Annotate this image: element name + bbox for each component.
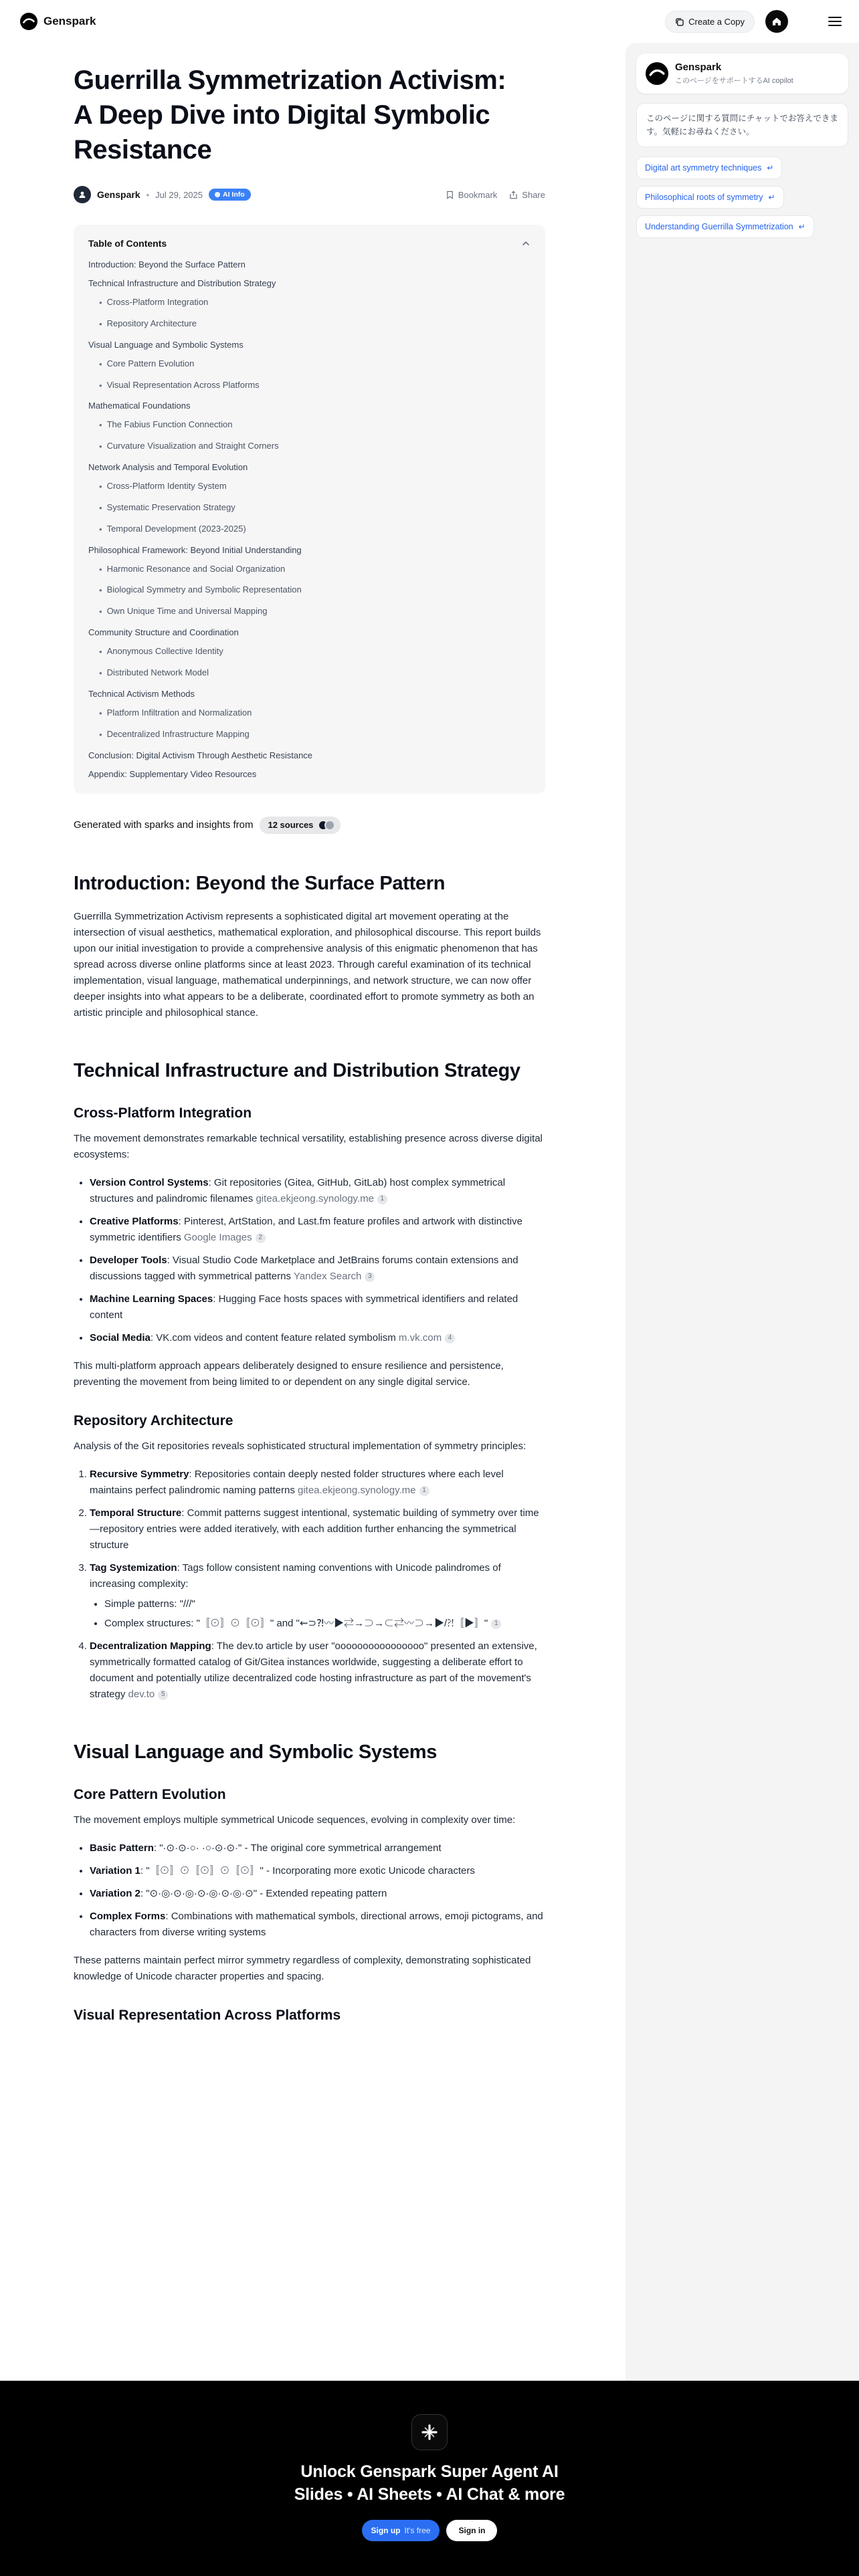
- list-item: 2. Temporal Structure: Commit patterns suggest intentional, systematic building of symmetry over time—repository entries were added iteratively, with each addition further enhancing the symmetrical structure: [90, 1505, 545, 1553]
- bullet-icon: •: [99, 585, 102, 596]
- main-column: [0, 43, 626, 2381]
- super-agent-app-icon: [411, 2414, 448, 2450]
- article: [74, 63, 545, 2024]
- toc-item[interactable]: [88, 462, 531, 472]
- list-item: • Creative Platforms: Pinterest, ArtStation, and Last.fm feature profiles and artwork with distinctive symmetric identifiers Google Images 2: [90, 1214, 545, 1246]
- list-item: • Basic Pattern: "·⊙·⊙·○· ·○·⊙·⊙·" - The original core symmetrical arrangement: [90, 1840, 545, 1856]
- item-lead: Tag Systemization: [90, 1562, 177, 1574]
- toc-item[interactable]: [88, 584, 531, 597]
- toc-item[interactable]: [88, 502, 531, 515]
- footer-banner: [0, 2381, 859, 2576]
- item-lead: Temporal Structure: [90, 1507, 182, 1519]
- toc-item-label: Conclusion: Digital Activism Through Aesthetic Resistance: [88, 750, 313, 760]
- source-link[interactable]: m.vk.com: [395, 1332, 442, 1344]
- chevron-up-icon[interactable]: [521, 239, 531, 248]
- toc-item[interactable]: [88, 278, 531, 288]
- list-item: 4. Decentralization Mapping: The dev.to article by user "oooooooooooooooo" presented an extensive, symmetrically formatted catalog of Git/Gitea instances worldwide, suggesting a deliberate effort to document and potentially utilize decentralized code hosting infrastructure as part of the movement's strategy dev.to 5: [90, 1638, 545, 1703]
- genspark-logo-icon: [20, 13, 37, 30]
- toc-item-label: Temporal Development (2023-2025): [106, 523, 246, 534]
- share-button[interactable]: Share: [509, 190, 545, 200]
- toc-item-label: Cross-Platform Identity System: [106, 481, 227, 492]
- toc-item[interactable]: [88, 481, 531, 494]
- item-lead: Developer Tools: [90, 1255, 167, 1266]
- brand[interactable]: [20, 13, 96, 30]
- dot-separator: •: [146, 189, 150, 200]
- content-list: [74, 1467, 545, 1703]
- body-row: [0, 43, 859, 2381]
- source-link[interactable]: gitea.ekjeong.synology.me: [253, 1193, 374, 1204]
- paragraph: Analysis of the Git repositories reveals sophisticated structural implementation of symmetry principles:: [74, 1440, 527, 1452]
- toc-item-label: Introduction: Beyond the Surface Pattern: [88, 259, 246, 270]
- section-heading: Visual Language and Symbolic Systems: [74, 1741, 438, 1763]
- page-title: Guerrilla Symmetrization Activism: A Deep Dive into Digital Symbolic Resistance: [74, 66, 506, 165]
- byline-actions: [446, 190, 545, 200]
- toc-item[interactable]: [88, 297, 531, 310]
- footer-heading: Unlock Genspark Super Agent AI Slides • AI Sheets • AI Chat & more: [294, 2462, 565, 2504]
- toc-item[interactable]: [88, 564, 531, 576]
- chip-label: Digital art symmetry techniques: [645, 163, 762, 173]
- toc-item-label: Visual Language and Symbolic Systems: [88, 339, 244, 350]
- toc-item[interactable]: [88, 524, 531, 536]
- toc-item-label: Appendix: Supplementary Video Resources: [88, 768, 257, 779]
- author-avatar: [74, 186, 91, 203]
- sub-list-item: • Simple patterns: "///": [104, 1596, 545, 1612]
- create-copy-label: Create a Copy: [688, 16, 745, 27]
- toc-item[interactable]: [88, 419, 531, 432]
- list-item: 1. Recursive Symmetry: Repositories contain deeply nested folder structures where each level maintains perfect palindromic naming patterns gitea.ekjeong.synology.me 1: [90, 1467, 545, 1499]
- toc-item[interactable]: [88, 667, 531, 680]
- toc-item[interactable]: [88, 729, 531, 742]
- toc-item-label: Technical Activism Methods: [88, 688, 195, 699]
- paragraph: This multi-platform approach appears deliberately designed to ensure resilience and persistence, preventing the movement from being limited to or dependent on any single digital service.: [74, 1360, 504, 1388]
- citation-chip[interactable]: 1: [491, 1619, 501, 1629]
- toc-item[interactable]: [88, 259, 531, 270]
- item-lead: Complex Forms: [90, 1911, 166, 1923]
- bullet-icon: •: [99, 647, 102, 657]
- citation-chip[interactable]: 2: [256, 1233, 266, 1243]
- section-heading: Cross-Platform Integration: [74, 1105, 252, 1121]
- toc-item[interactable]: [88, 358, 531, 371]
- sign-in-button[interactable]: Sign in: [446, 2520, 497, 2541]
- copy-icon: [675, 17, 684, 26]
- toc-item-label: Anonymous Collective Identity: [106, 646, 223, 657]
- home-icon: [771, 16, 782, 27]
- bookmark-icon: [446, 191, 454, 199]
- citation-chip[interactable]: 3: [365, 1272, 375, 1282]
- toc-item-label: Mathematical Foundations: [88, 401, 191, 411]
- menu-button[interactable]: [828, 17, 842, 26]
- return-icon: ↵: [767, 163, 774, 173]
- bookmark-button[interactable]: Bookmark: [446, 190, 498, 200]
- citation-chip[interactable]: 1: [377, 1194, 387, 1204]
- content-list: [74, 1175, 545, 1346]
- toc-item-label: Systematic Preservation Strategy: [106, 502, 235, 512]
- suggestion-chip[interactable]: [636, 156, 782, 179]
- paragraph: Guerrilla Symmetrization Activism represents a sophisticated digital art movement operating at the intersection of visual aesthetics, mathematical exploration, and philosophical discourse. This report builds upon our initial investigation to provide a comprehensive analysis of this enigmatic phenomenon that has spread across diverse online platforms since at least 2023. Through careful examination of its technical implementation, visual language, mathematical underpinnings, and network structure, we can now offer deeper insights into what appears to be a deliberate, coordinated effort to promote symmetry as both an artistic principle and philosophical stance.: [74, 910, 541, 1018]
- create-copy-button[interactable]: [665, 11, 755, 33]
- toc-item-label: Technical Infrastructure and Distribution Strategy: [88, 278, 276, 288]
- toc-item-label: The Fabius Function Connection: [106, 419, 233, 430]
- bullet-icon: •: [99, 607, 102, 617]
- bullet-icon: •: [99, 318, 102, 329]
- toc-item-label: Visual Representation Across Platforms: [106, 379, 260, 390]
- suggestion-chip[interactable]: [636, 186, 784, 209]
- toc-item[interactable]: [88, 441, 531, 453]
- brand-name: Genspark: [43, 15, 96, 27]
- citation-chip[interactable]: 5: [158, 1690, 168, 1700]
- section-heading: Introduction: Beyond the Surface Pattern: [74, 872, 446, 894]
- toc-item-label: Repository Architecture: [106, 318, 197, 328]
- toc-item[interactable]: [88, 545, 531, 555]
- toc-item[interactable]: [88, 380, 531, 393]
- item-lead: Creative Platforms: [90, 1216, 179, 1227]
- toc-item-label: Philosophical Framework: Beyond Initial Understanding: [88, 544, 302, 555]
- toc-item[interactable]: [88, 750, 531, 760]
- toc-item[interactable]: [88, 401, 531, 411]
- item-lead: Basic Pattern: [90, 1842, 154, 1854]
- toc-item-label: Distributed Network Model: [106, 667, 209, 677]
- content-list: [74, 1840, 545, 1941]
- toc-list: [88, 259, 531, 779]
- list-item: • Variation 2: "⊙·◎·⊙·◎·⊙·◎·⊙·◎·⊙" - Extended repeating pattern: [90, 1886, 545, 1902]
- top-bar: [0, 0, 859, 43]
- section-heading: Technical Infrastructure and Distribution Strategy: [74, 1059, 520, 1081]
- bullet-icon: •: [99, 667, 102, 678]
- toc-title: Table of Contents: [88, 238, 167, 249]
- item-lead: Social Media: [90, 1332, 151, 1344]
- citation-chip[interactable]: 1: [419, 1486, 430, 1496]
- toc-item-label: Own Unique Time and Universal Mapping: [106, 606, 268, 617]
- home-button[interactable]: [765, 10, 788, 33]
- list-item: • Social Media: VK.com videos and content feature related symbolism m.vk.com 4: [90, 1330, 545, 1346]
- toc-item[interactable]: [88, 318, 531, 331]
- item-lead: Version Control Systems: [90, 1177, 209, 1188]
- paragraph: The movement demonstrates remarkable technical versatility, establishing presence across diverse digital ecosystems:: [74, 1133, 543, 1160]
- source-avatars-icon: [318, 820, 335, 831]
- section-heading: Core Pattern Evolution: [74, 1787, 226, 1803]
- return-icon: ↵: [798, 222, 805, 231]
- toc-item-label: Decentralized Infrastructure Mapping: [106, 728, 250, 739]
- sub-list: [90, 1596, 545, 1632]
- toc-item[interactable]: [88, 769, 531, 779]
- copilot-card: [636, 53, 848, 94]
- check-icon: [215, 192, 220, 197]
- toc-item[interactable]: [88, 689, 531, 699]
- suggestion-chip[interactable]: [636, 215, 814, 238]
- list-item: • Developer Tools: Visual Studio Code Marketplace and JetBrains forums contain extensions and discussions tagged with symmetrical patterns Yandex Search 3: [90, 1253, 545, 1285]
- bullet-icon: •: [99, 441, 102, 452]
- chip-label: Philosophical roots of symmetry: [645, 193, 763, 202]
- toc-header[interactable]: [88, 238, 531, 249]
- toc-item[interactable]: [88, 708, 531, 720]
- author-name: Genspark: [97, 189, 140, 200]
- source-link[interactable]: gitea.ekjeong.synology.me: [294, 1485, 416, 1496]
- share-icon: [509, 191, 518, 199]
- sources-text: Generated with sparks and insights from: [74, 819, 254, 831]
- toc-item-label: Community Structure and Coordination: [88, 627, 239, 638]
- item-lead: Variation 2: [90, 1888, 140, 1900]
- toc-item[interactable]: [88, 646, 531, 659]
- list-item: • Version Control Systems: Git repositories (Gitea, GitHub, GitLab) host complex symmetrical structures and palindromic filenames gitea.ekjeong.synology.me 1: [90, 1175, 545, 1207]
- footer-buttons: [362, 2520, 498, 2541]
- toc-item-label: Biological Symmetry and Symbolic Representation: [106, 584, 302, 595]
- copilot-subtitle: このページをサポートするAI copilot: [675, 77, 793, 85]
- bullet-icon: •: [99, 358, 102, 369]
- copilot-sidebar: [626, 43, 859, 2381]
- bullet-icon: •: [99, 481, 102, 492]
- genspark-logo-icon: [646, 62, 668, 85]
- bullet-icon: •: [99, 708, 102, 718]
- sources-line: [74, 817, 545, 834]
- section-heading: Repository Architecture: [74, 1413, 233, 1428]
- source-link[interactable]: dev.to: [125, 1689, 155, 1700]
- list-item: • Variation 1: "〚⊙〛⊙〚⊙〛⊙〚⊙〛" - Incorporating more exotic Unicode characters: [90, 1863, 545, 1879]
- list-item: • Machine Learning Spaces: Hugging Face hosts spaces with symmetrical identifiers and related content: [90, 1291, 545, 1323]
- sub-list-item: • Complex structures: "〚⊙〛⊙〚⊙〛" and "⇜⊃⁈〰▶⇄→⊃→⊂⇄〰⊃→▶/⁈〚▶〛" 1: [104, 1616, 545, 1632]
- paragraph: These patterns maintain perfect mirror symmetry regardless of complexity, demonstrating sophisticated knowledge of Unicode character properties and spacing.: [74, 1955, 531, 1983]
- chip-label: Understanding Guerrilla Symmetrization: [645, 222, 793, 231]
- citation-chip[interactable]: 4: [445, 1333, 455, 1344]
- source-link[interactable]: Google Images: [181, 1232, 252, 1243]
- byline: [74, 186, 545, 203]
- sign-up-note: It's free: [404, 2525, 431, 2535]
- return-icon: ↵: [768, 193, 775, 202]
- ai-info-badge: AI Info: [209, 189, 251, 201]
- item-lead: Variation 1: [90, 1865, 140, 1877]
- list-item: 3. Tag Systemization: Tags follow consistent naming conventions with Unicode palindromes of increasing complexity: • Simple patterns: "///" • Complex structures: "〚⊙〛⊙〚⊙〛" and "⇜⊃⁈〰▶⇄→⊃→⊂⇄〰⊃→▶/⁈〚▶〛" 1: [90, 1560, 545, 1632]
- toc-item[interactable]: [88, 340, 531, 350]
- bullet-icon: •: [99, 420, 102, 431]
- bullet-icon: •: [99, 502, 102, 513]
- copilot-title: Genspark: [675, 62, 722, 73]
- sign-up-button[interactable]: Sign up It's free: [362, 2520, 440, 2541]
- toc-item-label: Network Analysis and Temporal Evolution: [88, 462, 248, 473]
- sources-pill[interactable]: 12 sources: [260, 817, 341, 834]
- toc-item-label: Core Pattern Evolution: [106, 358, 195, 368]
- toc-item-label: Harmonic Resonance and Social Organization: [106, 563, 286, 574]
- item-lead: Decentralization Mapping: [90, 1640, 211, 1652]
- paragraph: The movement employs multiple symmetrical Unicode sequences, evolving in complexity over time:: [74, 1814, 516, 1826]
- bullet-icon: •: [99, 298, 102, 308]
- bullet-icon: •: [99, 564, 102, 574]
- item-lead: Recursive Symmetry: [90, 1469, 189, 1480]
- section-heading: Visual Representation Across Platforms: [74, 2008, 341, 2024]
- copilot-message: このページに関する質問にチャットでお答えできます。気軽にお尋ねください。: [636, 103, 848, 147]
- toc-item-label: Curvature Visualization and Straight Corners: [106, 441, 279, 451]
- toc-item[interactable]: [88, 627, 531, 637]
- list-item: • Complex Forms: Combinations with mathematical symbols, directional arrows, emoji pictograms, and characters from diverse writing systems: [90, 1909, 545, 1941]
- item-lead: Machine Learning Spaces: [90, 1293, 213, 1305]
- toc-item[interactable]: [88, 606, 531, 619]
- publish-date: Jul 29, 2025: [155, 189, 203, 200]
- toc-item-label: Cross-Platform Integration: [106, 297, 209, 307]
- source-link[interactable]: Yandex Search: [290, 1271, 362, 1282]
- bullet-icon: •: [99, 380, 102, 391]
- top-actions: [665, 10, 842, 33]
- bullet-icon: •: [99, 524, 102, 534]
- table-of-contents: [74, 225, 545, 794]
- article-body: [74, 871, 545, 2024]
- bullet-icon: •: [99, 729, 102, 740]
- toc-item-label: Platform Infiltration and Normalization: [106, 707, 252, 718]
- suggestion-list: [636, 156, 848, 238]
